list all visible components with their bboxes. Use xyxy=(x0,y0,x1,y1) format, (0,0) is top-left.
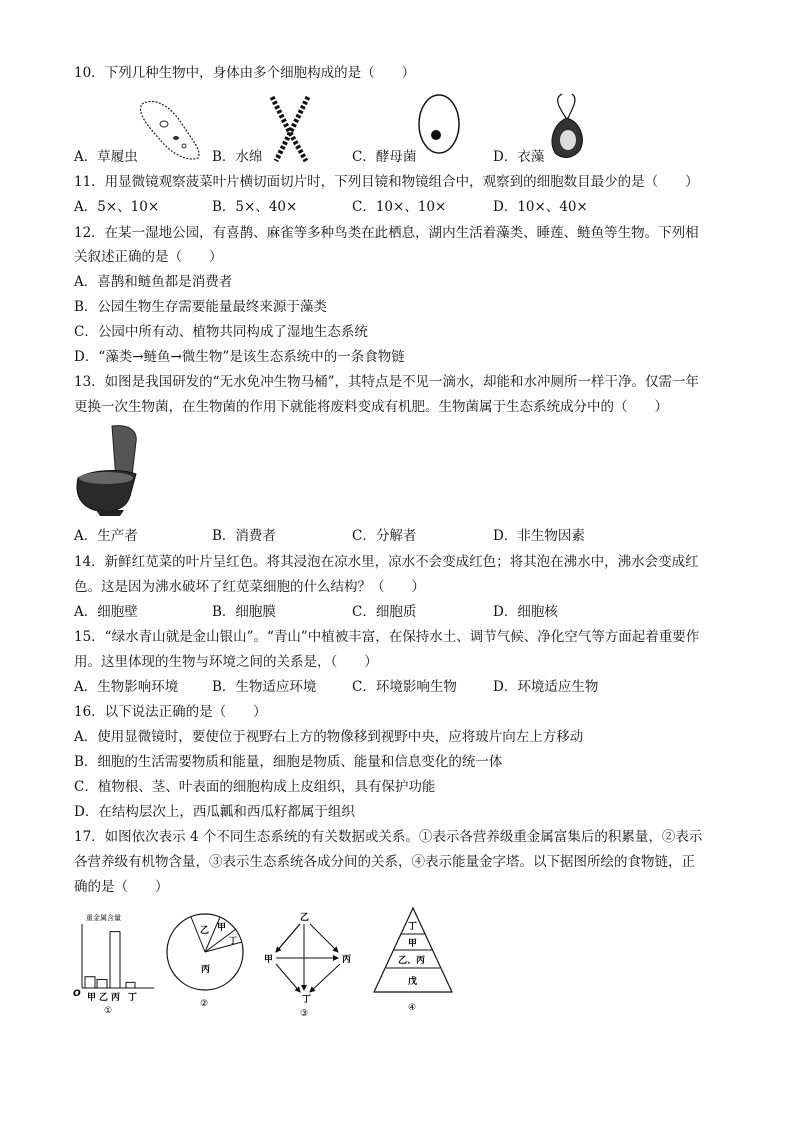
fig4-level-3: 戊 xyxy=(408,977,418,987)
q17-stem-line3: 确的是（ ） xyxy=(74,879,169,895)
q11-stem: 11．用显微镜观察菠菜叶片横切面切片时，下列目镜和物镜组合中，观察到的细胞数目最少的是（ ） xyxy=(74,174,699,190)
q17-figure2-pie xyxy=(160,906,250,1016)
q10-option-b: B．水绵 xyxy=(212,149,263,165)
q12-option-d: D．“藻类→鲢鱼→微生物”是该生态系统中的一条食物链 xyxy=(74,349,405,365)
q15-stem-line1: 15．“绿水青山就是金山银山”。“青山”中植被丰富，在保持水土、调节气候、净化空气等方面起着重要作 xyxy=(74,629,700,645)
q15-stem-line2: 用。这里体现的生物与环境之间的关系是，（ ） xyxy=(74,654,378,670)
yeast-figure xyxy=(415,92,465,156)
q13-option-c: C．分解者 xyxy=(352,528,417,544)
fig4-level-2: 乙、丙 xyxy=(398,956,426,966)
q12-option-c: C．公园中所有动、植物共同构成了湿地生态系统 xyxy=(74,324,368,340)
q16-option-d: D．在结构层次上，西瓜瓤和西瓜籽都属于组织 xyxy=(74,804,355,820)
q10-option-d: D．衣藻 xyxy=(493,149,545,165)
q13-option-a: A．生产者 xyxy=(74,528,138,544)
spirogyra-figure xyxy=(262,95,318,163)
q15-option-d: D．环境适应生物 xyxy=(493,679,599,695)
q17-stem-line1: 17．如图依次表示 4 个不同生态系统的有关数据或关系。①表示各营养级重金属富集后的积累量，②表示 xyxy=(74,829,703,845)
fig3-label-top: 乙 xyxy=(300,913,310,923)
fig1-cat-0: 甲 xyxy=(87,993,97,1003)
q12-option-b: B．公园生物生存需要能量最终来源于藻类 xyxy=(74,299,327,315)
toilet-figure xyxy=(70,422,146,518)
q10-option-a: A．草履虫 xyxy=(74,149,138,165)
fig4-caption: ④ xyxy=(408,1003,417,1013)
fig2-label-2: 丁 xyxy=(229,936,237,945)
q16-option-c: C．植物根、茎、叶表面的细胞构成上皮组织，具有保护功能 xyxy=(74,779,436,795)
q13-stem-line2: 更换一次生物菌，在生物菌的作用下就能将废料变成有机肥。生物菌属于生态系统成分中的（ ） xyxy=(74,399,668,415)
q10-stem: 10．下列几种生物中，身体由多个细胞构成的是（ ） xyxy=(74,65,416,81)
fig2-label-3: 丙 xyxy=(201,965,211,975)
q11-option-d: D．10×、40× xyxy=(493,199,588,215)
fig3-label-left: 甲 xyxy=(264,955,274,965)
fig1-cat-1: 乙 xyxy=(99,993,109,1003)
q17-figure1-bar-chart xyxy=(60,910,160,1016)
fig1-bar-2 xyxy=(110,932,120,988)
q13-option-b: B．消费者 xyxy=(212,528,276,544)
q14-option-b: B．细胞膜 xyxy=(212,604,276,620)
q12-stem-line1: 12．在某一湿地公园，有喜鹊、麻雀等多种鸟类在此栖息，湖内生活着藻类、睡莲、鲢鱼等生物。下列相 xyxy=(74,225,699,241)
q13-option-d: D．非生物因素 xyxy=(493,528,585,544)
q16-option-b: B．细胞的生活需要物质和能量，细胞是物质、能量和信息变化的统一体 xyxy=(74,754,503,770)
q14-stem-line2: 色。这是因为沸水破坏了红苋菜细胞的什么结构？（ ） xyxy=(74,579,425,595)
fig1-caption: ① xyxy=(104,1006,113,1016)
q17-figure3-ecosystem-diagram xyxy=(260,910,360,1022)
q17-stem-line2: 各营养级有机物含量，③表示生态系统各成分间的关系，④表示能量金字塔。以下据图所绘的食物链，正 xyxy=(74,854,695,870)
fig1-bar-0 xyxy=(85,977,95,988)
fig3-caption: ③ xyxy=(300,1009,309,1019)
q14-stem-line1: 14．新鲜红苋菜的叶片呈红色。将其浸泡在凉水里，凉水不会变成红色；将其泡在沸水中，沸水会变成红 xyxy=(74,554,699,570)
paramecium-figure xyxy=(136,94,206,162)
q15-option-a: A．生物影响环境 xyxy=(74,679,179,695)
q15-option-c: C．环境影响生物 xyxy=(352,679,457,695)
q17-figure4-energy-pyramid xyxy=(368,906,458,1018)
q11-option-b: B．5×、40× xyxy=(212,199,298,215)
fig2-label-0: 乙 xyxy=(200,926,210,936)
fig1-cat-2: 丙 xyxy=(111,993,121,1003)
q14-option-d: D．细胞核 xyxy=(493,604,558,620)
fig4-level-1: 甲 xyxy=(408,939,418,949)
fig2-label-1: 甲 xyxy=(217,923,227,933)
q12-option-a: A．喜鹊和鲢鱼都是消费者 xyxy=(74,274,233,290)
q11-option-a: A．5×、10× xyxy=(74,199,160,215)
fig1-origin: O xyxy=(73,989,81,999)
q10-option-c: C．酵母菌 xyxy=(352,149,417,165)
fig2-caption: ② xyxy=(200,999,209,1009)
q15-option-b: B．生物适应环境 xyxy=(212,679,317,695)
fig1-cat-3: 丁 xyxy=(128,993,138,1003)
q16-stem: 16．以下说法正确的是（ ） xyxy=(74,704,267,720)
fig1-ylabel: 重金属含量 xyxy=(86,914,121,922)
fig1-bar-1 xyxy=(97,980,107,988)
fig3-label-bottom: 丁 xyxy=(302,995,312,1005)
q12-stem-line2: 关叙述正确的是（ ） xyxy=(74,249,223,265)
q16-option-a: A．使用显微镜时，要使位于视野右上方的物像移到视野中央，应将玻片向左上方移动 xyxy=(74,729,584,745)
q14-option-c: C．细胞质 xyxy=(352,604,417,620)
chlamydomonas-figure xyxy=(544,92,590,160)
q13-stem-line1: 13．如图是我国研发的“无水免冲生物马桶”，其特点是不见一滴水，却能和水冲厕所一样干净。仅需一年 xyxy=(74,374,699,390)
fig3-label-right: 丙 xyxy=(342,955,352,965)
fig1-bar-3 xyxy=(126,982,135,988)
q11-option-c: C．10×、10× xyxy=(352,199,447,215)
fig4-level-0: 丁 xyxy=(408,922,418,932)
q14-option-a: A．细胞壁 xyxy=(74,604,138,620)
